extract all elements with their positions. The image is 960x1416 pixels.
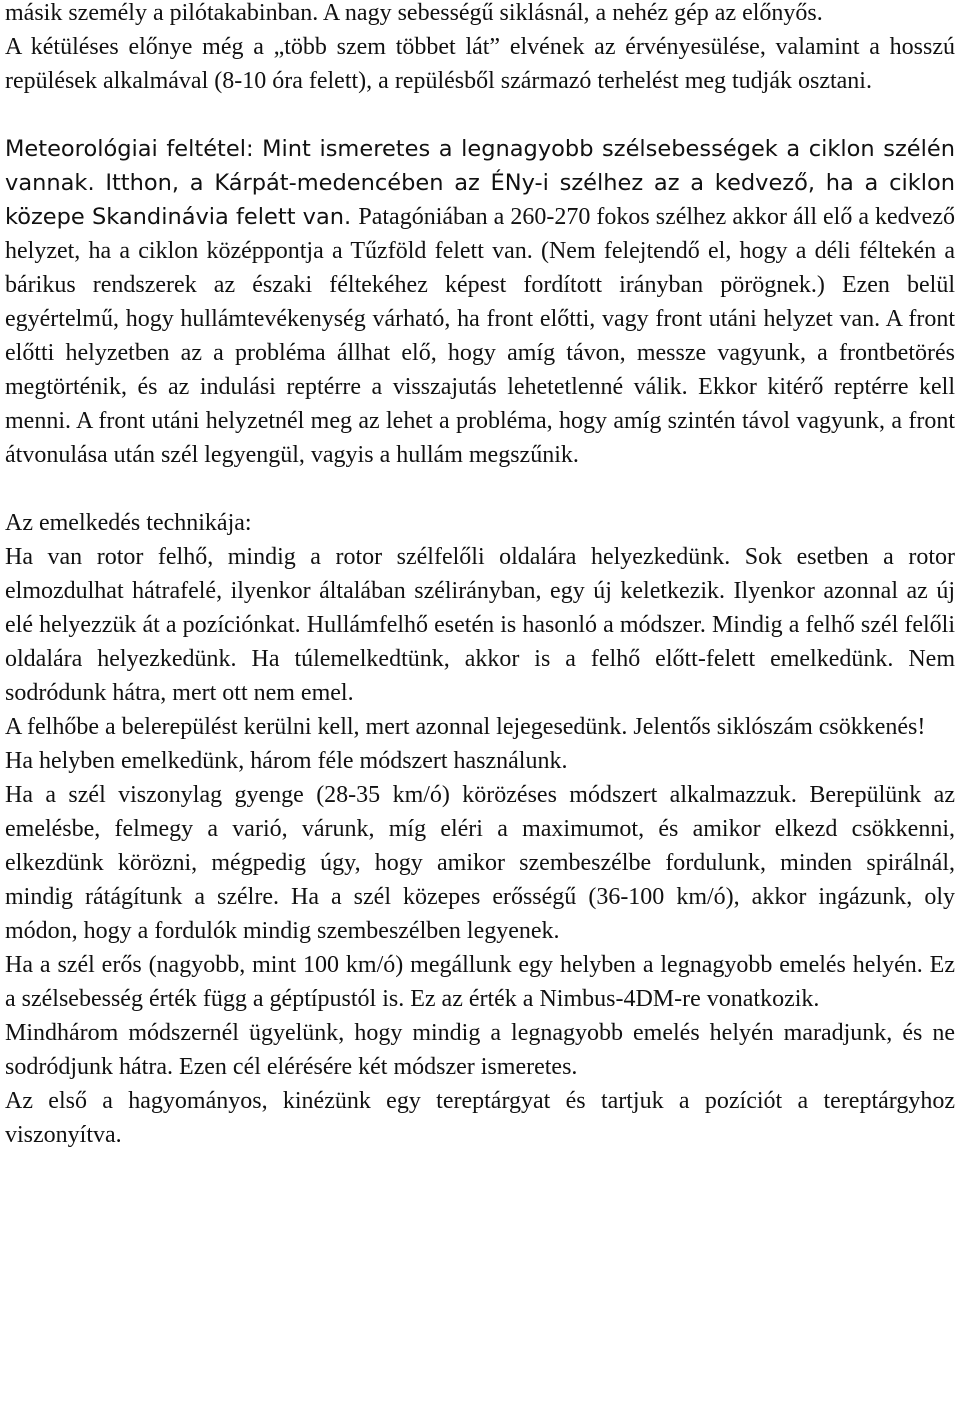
document-page [5, 0, 955, 1152]
meteorology-patagonia: Patagóniában a 260-270 fokos szélhez akkor áll elő a kedvező helyzet, ha a ciklon középpontja a Tűzföld felett van. (Nem felejtendő el, hogy a déli féltekén a bárikus rendszerek az északi féltekéhez képest fordított irányban pörögnek.) Ezen belül egyértelmű, hogy hullámtevékenység várható, ha front előtti, vagy front utáni helyzet van. A front előtti helyzetben az a probléma állhat elő, hogy amíg távon, messze vagyunk, a frontbetörés megtörténik, és az indulási reptérre a visszajutás lehetetlenné válik. Ekkor kitérő reptérre kell menni. A front utáni helyzetnél meg az lehet a probléma, hogy amíg szintén távol vagyunk, a front átvonulása után szél legyengül, vagyis a hullám megszűnik. [5, 204, 955, 468]
paragraph-gap [5, 472, 955, 506]
paragraph-rotor-cloud: Ha van rotor felhő, mindig a rotor szélfelőli oldalára helyezkedünk. Sok esetben a rotor elmozdulhat hátrafelé, ilyenkor általában szélirányban, egy új keletkezik. Ilyenkor azonnal az új elé helyezzük át a pozíciónkat. Hullámfelhő esetén is hasonló a módszer. Mindig a felhő szél felőli oldalára helyezkedünk. Ha túlemelkedtünk, akkor is a felhő előtt-felett emelkedünk. Nem sodródunk hátra, mert ott nem emel. [5, 544, 955, 706]
section-heading-climb-technique: Az emelkedés technikája: [5, 510, 252, 536]
paragraph-strong-wind: Ha a szél erős (nagyobb, mint 100 km/ó) megállunk egy helyben a legnagyobb emelés helyén. Ez a szélsebesség érték függ a géptípustól is. Ez az érték a Nimbus-4DM-re vonatkozik. [5, 952, 955, 1012]
paragraph-weak-wind: Ha a szél viszonylag gyenge (28-35 km/ó) körözéses módszert alkalmazzuk. Berepülünk az emelésbe, felmegy a varió, várunk, míg eléri a maximumot, és amikor elkezd csökkenni, elkezdünk körözni, mégpedig úgy, hogy amikor szembeszélbe fordulunk, minden spirálnál, mindig rátágítunk a szélre. Ha a szél közepes erősségű (36-100 km/ó), akkor ingázunk, oly módon, hogy a fordulók mindig szembeszélben legyenek. [5, 782, 955, 944]
meteorology-section [5, 132, 955, 472]
paragraph-two-seater-end: másik személy a pilótakabinban. A nagy sebességű siklásnál, a nehéz gép az előnyős. [5, 0, 823, 26]
paragraph-three-methods: Ha helyben emelkedünk, három féle módszert használunk. [5, 748, 568, 774]
meteorology-intro: Meteorológiai feltétel: Mint ismeretes a legnagyobb szélsebességek a ciklon szélén vannak. [5, 136, 955, 196]
paragraph-gap [5, 98, 955, 132]
paragraph-two-seater-advantage: A kétüléses előnye még a „több szem többet lát” elvének az érvényesülése, valamint a hosszú repülések alkalmával (8-10 óra felett), a repülésből származó terhelést meg tudják osztani. [5, 34, 955, 94]
paragraph-first-method: Az első a hagyományos, kinézünk egy tereptárgyat és tartjuk a pozíciót a tereptárgyhoz viszonyítva. [5, 1088, 955, 1148]
paragraph-all-methods: Mindhárom módszernél ügyelünk, hogy mindig a legnagyobb emelés helyén maradjunk, és ne sodródjunk hátra. Ezen cél elérésére két módszer ismeretes. [5, 1020, 955, 1080]
meteorology-carpathian: Itthon, a Kárpát-medencében az ÉNy-i szélhez az a kedvező, ha a ciklon közepe Skandinávia felett van. [5, 170, 956, 230]
paragraph-avoid-cloud: A felhőbe a belerepülést kerülni kell, mert azonnal lejegesedünk. Jelentős siklószám csökkenés! [5, 714, 926, 740]
